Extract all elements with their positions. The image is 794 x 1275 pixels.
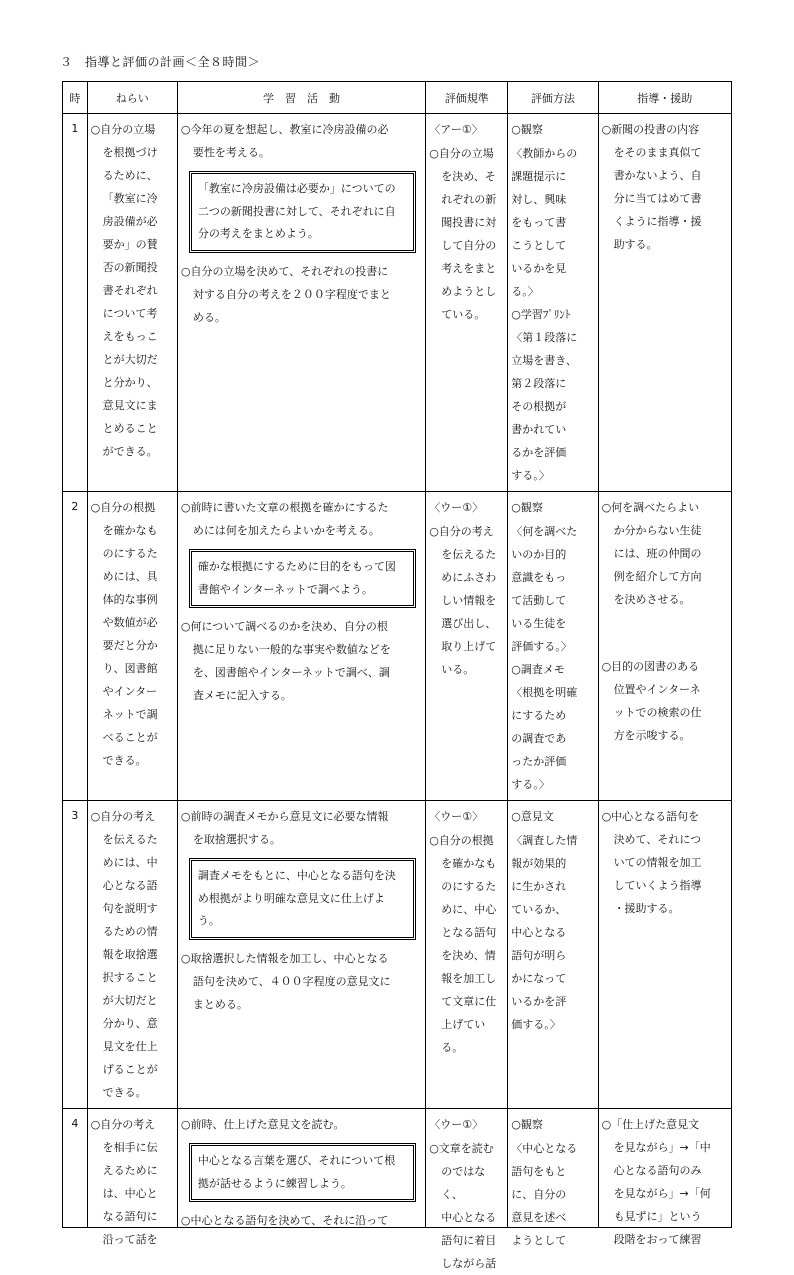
method-cell	[508, 1109, 598, 1247]
method-detail: 〈何を調べた いのか目的 意識をもっ て活動して いる生徒を 評価する。〉	[511, 524, 578, 653]
task-box: 中心となる言葉を選び、それについて根 拠が話せるように練習しよう。	[189, 1143, 416, 1202]
activity-step: ○中心となる語句を決めて、それに沿って	[180, 1214, 389, 1227]
aim-text: ○自分の立場 を根拠づけ るために、 「教室に冷 房設備が必 要か」の賛 否の新聞投 書それぞれ について考 えをもっこ とが大切だ と分かり、 意見文にま とめること ができる。	[90, 123, 158, 458]
criteria-cell	[426, 801, 508, 1109]
guidance-cell	[598, 1109, 731, 1246]
method-cell	[508, 492, 598, 801]
criteria-text: ○自分の考え を伝えるた めにふさわ しい情報を 選び出し、 取り上げて いる。	[429, 524, 497, 676]
activity-step: ○前時の調査メモから意見文に必要な情報 を取捨選択する。	[180, 810, 389, 846]
guidance-text: ○新聞の投書の内容 をそのまま真似て 書かないよう、自 分に当てはめて書 くように指導・援 助する。	[601, 123, 702, 251]
aim-text: ○自分の考え を相手に伝 えるために は、中心と なる語句に 沿って話を	[90, 1118, 158, 1246]
activity-step: ○取捨選択した情報を加工し、中心となる 語句を決めて、４００字程度の意見文に まとめる。	[180, 951, 391, 1011]
activity-step: ○今年の夏を想起し、教室に冷房設備の必 要性を考える。	[180, 123, 389, 159]
criteria-text: ○文章を読む のではなく、 中心となる 語句に着目 しながら話	[429, 1141, 497, 1270]
aim-cell	[87, 1109, 177, 1246]
guidance-text: ○目的の図書のある 位置やインターネ ットでの検索の仕 方を示唆する。	[601, 660, 702, 742]
task-box: 「教室に冷房設備は必要か」についての 二つの新聞投書に対して、それぞれに自 分の考えをまとめよう。	[189, 171, 416, 253]
guidance-cell	[598, 114, 731, 492]
lesson-number: 4	[63, 1109, 88, 1228]
lesson-number: 3	[63, 801, 88, 1109]
guidance-cell	[598, 492, 731, 801]
criteria-text: ○自分の根拠 を確かなも のにするた めに、中心 となる語句 を決め、情 報を加工し て文章に仕 上げている。	[429, 833, 497, 1054]
aim-cell	[87, 492, 177, 801]
header-activity: 学 習 活 動	[177, 82, 425, 114]
guidance-text: ○「仕上げた意見文 を見ながら」→「中 心となる語句のみ を見ながら」→「何 も見ずに」という 段階をおって練習	[601, 1118, 711, 1246]
header-row	[63, 82, 732, 114]
method-detail: 〈教師からの 課題提示に 対し、興味 をもって書 こうとして いるかを見 る。〉	[511, 146, 578, 298]
table-row	[63, 1109, 732, 1228]
guidance-text: ○何を調べたらよい か分からない生徒 には、班の仲間の 例を紹介して方向 を決めさせる。	[601, 501, 702, 606]
aim-cell	[87, 801, 177, 1109]
method-detail: 〈根拠を明確 にするため の調査であ ったか評価 する。〉	[511, 686, 578, 791]
lesson-number: 2	[63, 492, 88, 801]
method-cell	[508, 114, 598, 492]
method-label: ○意見文	[511, 810, 554, 823]
criteria-cell	[426, 1109, 508, 1270]
header-time: 時	[63, 82, 88, 114]
aim-text: ○自分の根拠 を確かなも のにするた めには、具 体的な事例 や数値が必 要だと分か り、図書館 やインター ネットで調 べることが できる。	[90, 501, 158, 767]
activity-cell	[177, 801, 425, 1109]
header-guidance: 指導・援助	[598, 82, 731, 114]
method-label: ○学習ﾌﾟﾘﾝﾄ	[511, 307, 571, 321]
header-aim: ねらい	[87, 82, 177, 114]
activity-step: ○何について調べるのかを決め、自分の根 拠に足りない一般的な事実や数値などを を、図書館やインターネットで調べ、調 査メモに記入する。	[180, 620, 391, 702]
method-detail: 〈中心となる 語句をもと に、自分の 意見を述べ ようとして	[511, 1141, 578, 1247]
criteria-label: 〈ウー①〉	[429, 1118, 484, 1131]
criteria-cell	[426, 492, 508, 801]
criteria-label: 〈ウー①〉	[429, 810, 484, 823]
table-row	[63, 492, 732, 801]
method-detail: 〈調査した情 報が効果的 に生かされ ているか、 中心となる 語句が明ら かになって いるかを評 価する。〉	[511, 833, 578, 1031]
activity-cell	[177, 114, 425, 492]
task-box: 調査メモをもとに、中心となる語句を決 め根拠がより明確な意見文に仕上げよ う。	[189, 858, 416, 940]
method-label: ○調査メモ	[511, 662, 565, 676]
aim-cell	[87, 114, 177, 492]
aim-text: ○自分の考え を伝えるた めには、中 心となる語 句を説明す るための情 報を取捨選 択すること が大切だと 分かり、意 見文を仕上 げることが できる。	[90, 810, 158, 1099]
criteria-label: 〈ウー①〉	[429, 501, 484, 514]
method-cell	[508, 801, 598, 1109]
guidance-cell	[598, 801, 731, 1109]
method-label: ○観察	[511, 1118, 543, 1131]
activity-step: ○自分の立場を決めて、それぞれの投書に 対する自分の考えを２００字程度でまと める。	[180, 264, 391, 324]
lesson-number: 1	[63, 114, 88, 492]
activity-step: ○前時に書いた文章の根拠を確かにするた めには何を加えたらよいかを考える。	[180, 501, 389, 537]
method-detail: 〈第１段落に 立場を書き、 第２段落に その根拠が 書かれてい るかを評価 する。〉	[511, 331, 578, 482]
header-method: 評価方法	[508, 82, 598, 114]
criteria-label: 〈アー①〉	[429, 123, 483, 136]
table-row	[63, 801, 732, 1109]
header-criteria: 評価規準	[426, 82, 508, 114]
table-row	[63, 114, 732, 492]
activity-cell	[177, 492, 425, 801]
activity-step: ○前時、仕上げた意見文を読む。	[180, 1118, 345, 1131]
method-label: ○観察	[511, 123, 543, 136]
activity-cell	[177, 1109, 425, 1228]
guidance-text: ○中心となる語句を 決めて、それにつ いての情報を加工 していくよう指導 ・援助する。	[601, 810, 702, 915]
lesson-plan-table	[62, 81, 732, 1270]
task-box: 確かな根拠にするために目的をもって図 書館やインターネットで調べよう。	[189, 549, 416, 608]
criteria-text: ○自分の立場 を決め、そ れぞれの新 聞投書に対 して自分の 考えをまと めようとし ている。	[429, 146, 497, 321]
section-title: ３ 指導と評価の計画＜全８時間＞	[60, 55, 261, 69]
criteria-cell	[426, 114, 508, 492]
method-label: ○観察	[511, 501, 543, 514]
